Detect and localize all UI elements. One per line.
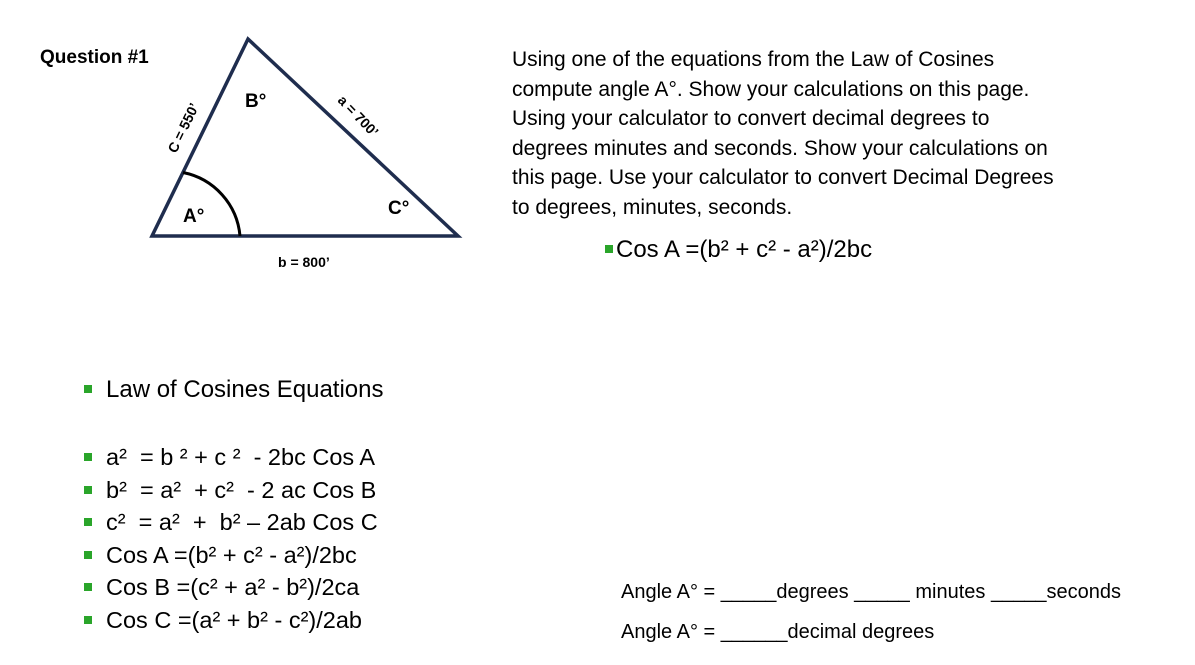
law-of-cosines-heading-text: Law of Cosines Equations — [106, 376, 384, 403]
bullet-icon — [84, 453, 92, 461]
equation-text: c² = a² + b² – 2ab Cos C — [106, 509, 378, 535]
side-c-label: C = 550’ — [164, 100, 203, 156]
vertex-b-label: B° — [245, 91, 267, 112]
highlighted-formula-text: Cos A =(b² + c² - a²)/2bc — [616, 236, 873, 263]
list-item — [84, 506, 378, 539]
vertex-c-label: C° — [388, 198, 410, 219]
equation-text: Cos B =(c² + a² - b²)/2ca — [106, 574, 360, 600]
instruction-line: Using one of the equations from the Law of Cosines — [512, 48, 995, 71]
bullet-icon — [84, 486, 92, 494]
list-item — [84, 539, 378, 572]
instruction-line: degrees minutes and seconds. Show your calculations on — [512, 136, 1048, 160]
bullet-icon — [84, 385, 92, 393]
equation-text: b² = a² + c² - 2 ac Cos B — [106, 476, 377, 503]
bullet-icon — [84, 518, 92, 526]
equation-list — [84, 441, 378, 636]
list-item — [84, 441, 378, 474]
triangle-diagram — [0, 0, 470, 290]
answer-decimal-line: Angle A° = ______decimal degrees — [621, 621, 935, 643]
highlighted-formula — [605, 236, 872, 264]
equation-text: a² = b ² + c ² - 2bc Cos A — [106, 444, 376, 470]
instruction-line: Using your calculator to convert decimal degrees to — [512, 107, 990, 130]
instructions-text — [512, 45, 1112, 222]
instruction-line: compute angle A°. Show your calculations on this page. — [512, 77, 1030, 101]
bullet-icon — [84, 616, 92, 624]
instruction-line: this page. Use your calculator to convert Decimal Degrees — [512, 166, 1054, 189]
list-item — [84, 604, 378, 637]
question-title: Question #1 — [40, 47, 149, 68]
list-item — [84, 474, 378, 507]
answer-dms-line: Angle A° = _____degrees _____ minutes _____seconds — [621, 581, 1122, 603]
equation-text: Cos A =(b² + c² - a²)/2bc — [106, 541, 357, 568]
law-of-cosines-heading — [84, 376, 384, 404]
bullet-icon — [84, 551, 92, 559]
list-item — [84, 571, 378, 604]
equation-text: Cos C =(a² + b² - c²)/2ab — [106, 606, 362, 633]
bullet-icon — [605, 245, 613, 253]
bullet-icon — [84, 583, 92, 591]
side-a-label: a = 700’ — [334, 91, 382, 140]
instruction-line: to degrees, minutes, seconds. — [512, 195, 793, 219]
side-b-label: b = 800’ — [278, 254, 330, 270]
vertex-a-label: A° — [183, 206, 205, 227]
